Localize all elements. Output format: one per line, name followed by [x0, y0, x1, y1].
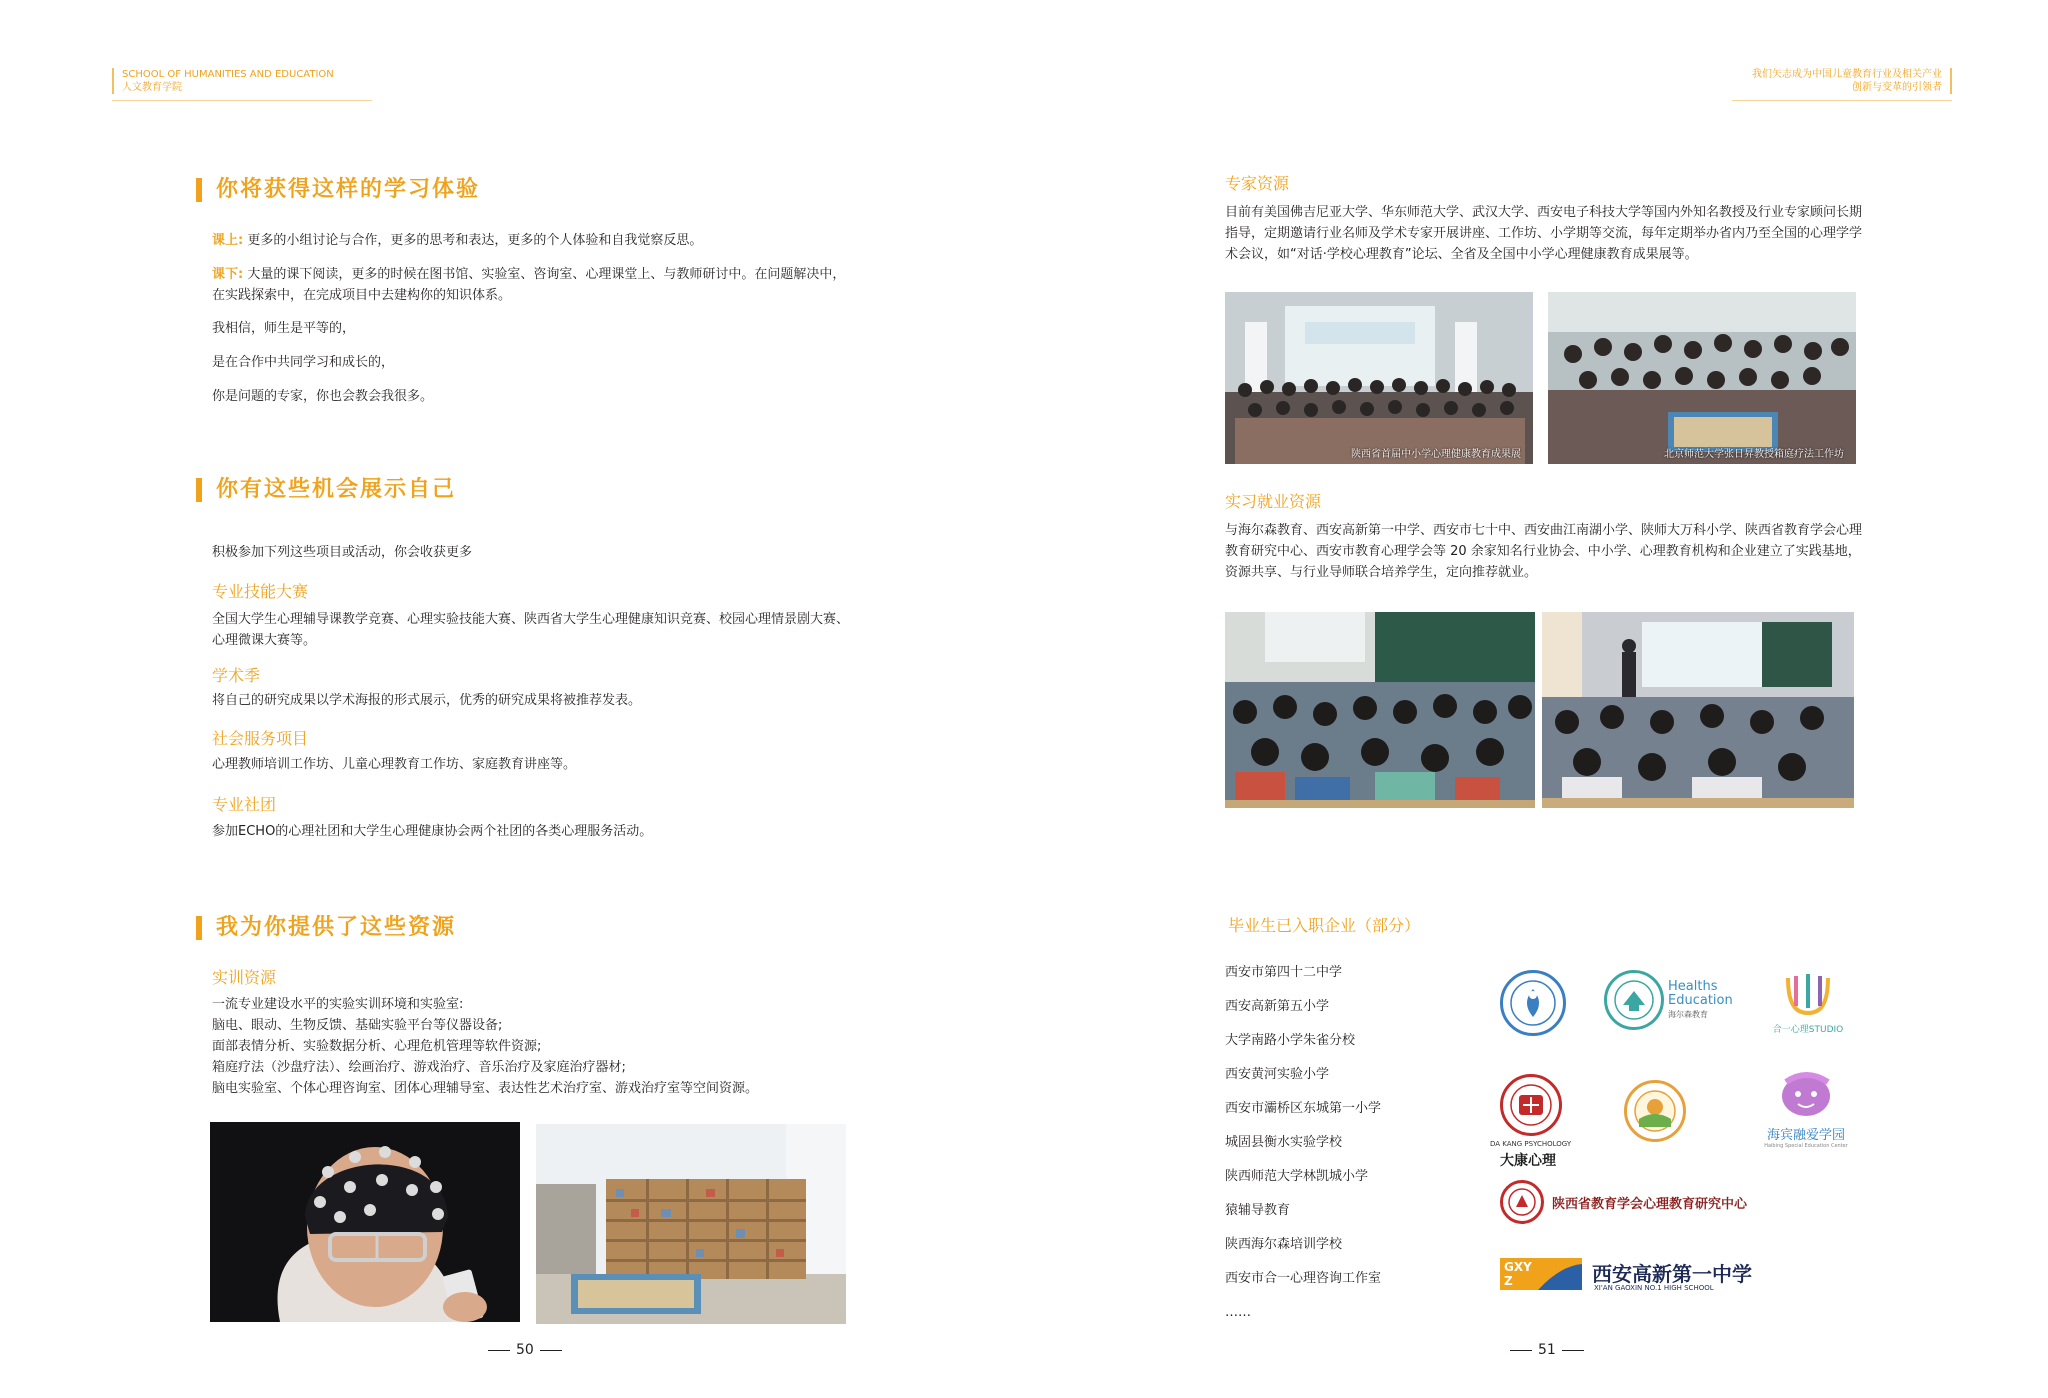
header-left [112, 68, 334, 94]
gxyz-en-text: XI'AN GAOXIN NO.1 HIGH SCHOOL [1594, 1284, 1714, 1292]
internship-resources-title: 实习就业资源 [1225, 492, 1322, 511]
in-class-label: 课上: [212, 233, 244, 248]
primary-school-seal-logo [1624, 1080, 1686, 1142]
opp-title-skills: 专业技能大赛 [212, 582, 309, 601]
haibin-logo [1756, 1068, 1856, 1148]
sun-seal-icon [1627, 1083, 1683, 1139]
eeg-photo-illustration [210, 1122, 520, 1322]
training-line: 箱庭疗法（沙盘疗法）、绘画治疗、游戏治疗、音乐治疗及家庭治疗器材; [212, 1060, 626, 1075]
seal-icon [1503, 973, 1563, 1033]
belief-line-3: 你是问题的专家，你也会教会我很多。 [212, 389, 434, 404]
shaanxi-center-text: 陕西省教育学会心理教育研究中心 [1552, 1197, 1748, 1212]
after-class-text: 大量的课下阅读，更多的时候在图书馆、实验室、咨询室、心理课堂上、与教师研讨中。在问题解决中，在实践探索中，在完成项目中去建构你的知识体系。 [212, 267, 846, 303]
exhibition-photo-illustration [1225, 292, 1533, 464]
workshop-photo-illustration [1548, 292, 1856, 464]
shaanxi-seal-icon [1503, 1183, 1541, 1221]
list-item: 陕西海尔森培训学校 [1225, 1237, 1343, 1252]
section-title-experience: 你将获得这样的学习体验 [196, 178, 480, 202]
healths-seal-icon [1607, 973, 1661, 1027]
gxyz-cn-text: 西安高新第一中学 [1592, 1262, 1752, 1286]
after-class-label: 课下: [212, 267, 244, 282]
classroom2-illustration [1542, 612, 1854, 808]
dakang-seal-icon [1503, 1077, 1559, 1133]
opp-text-clubs: 参加ECHO的心理社团和大学生心理健康协会两个社团的各类心理服务活动。 [212, 824, 653, 839]
classroom1-illustration [1225, 612, 1535, 808]
dolphin-icon [1756, 1068, 1856, 1120]
employer-list [1225, 956, 1485, 1330]
list-item: 西安市合一心理咨询工作室 [1225, 1271, 1382, 1286]
header-rule-right [1732, 100, 1952, 101]
belief-line-1: 我相信，师生是平等的， [212, 321, 356, 336]
gxyz-badge-text: GXYZ [1504, 1260, 1532, 1288]
in-class-paragraph [212, 230, 852, 251]
opportunities-intro: 积极参加下列这些项目或活动，你会收获更多 [212, 545, 473, 560]
list-item: 西安高新第五小学 [1225, 999, 1330, 1014]
eeg-cap-photo [210, 1122, 520, 1322]
opp-text-skills: 全国大学生心理辅导课教学竞赛、心理实验技能大赛、陕西省大学生心理健康知识竞赛、校园心理情景剧大赛、心理微课大赛等。 [212, 612, 850, 648]
training-resources-title: 实训资源 [212, 968, 277, 987]
list-item: 西安市灞桥区东城第一小学 [1225, 1101, 1382, 1116]
haibin-en-text: Haibing Special Education Center [1764, 1143, 1848, 1149]
list-item: 西安黄河实验小学 [1225, 1067, 1330, 1082]
haibin-text: 海宾融爱学园 [1766, 1128, 1845, 1143]
school-name-en: SCHOOL OF HUMANITIES AND EDUCATION [122, 69, 334, 80]
training-line: 一流专业建设水平的实验实训环境和实验室: [212, 997, 464, 1012]
list-item: 陕西师范大学林凯城小学 [1225, 1169, 1369, 1184]
healths-education-logo [1604, 970, 1664, 1030]
sandplay-photo-illustration [536, 1124, 846, 1324]
sandplay-room-photo [536, 1124, 846, 1324]
expert-resources-text: 目前有美国佛吉尼亚大学、华东师范大学、武汉大学、西安电子科技大学等国内外知名教授及行业专家顾问长期指导，定期邀请行业名师及学术专家开展讲座、工作坊、小学期等交流，每年定期举办省内乃至全国的心理学学术会议，如“对话·学校心理教育”论坛、全省及全国中小学心理健康教育成果展等。 [1225, 205, 1863, 262]
school-seal-logo [1500, 970, 1566, 1036]
heyi-text: 合一心理STUDIO [1772, 1025, 1844, 1035]
exhibition-photo-caption: 陕西省首届中小学心理健康教育成果展 [1351, 449, 1521, 460]
healths-text: Healths Education 海尔森教育 [1668, 979, 1733, 1019]
shaanxi-center-logo [1500, 1180, 1544, 1224]
dakang-logo [1500, 1074, 1562, 1136]
in-class-text: 更多的小组讨论与合作，更多的思考和表达，更多的个人体验和自我觉察反思。 [247, 233, 703, 248]
workshop-photo-caption: 北京师范大学张日昇教授箱庭疗法工作坊 [1664, 449, 1844, 460]
list-item: 猿辅导教育 [1225, 1203, 1291, 1218]
section-title-opportunities: 你有这些机会展示自己 [196, 478, 456, 502]
heyi-studio-logo [1768, 968, 1848, 1035]
opp-text-academic: 将自己的研究成果以学术海报的形式展示，优秀的研究成果将被推荐发表。 [212, 693, 642, 708]
opp-text-service: 心理教师培训工作坊、儿童心理教育工作坊、家庭教育讲座等。 [212, 757, 577, 772]
exhibition-group-photo [1225, 292, 1533, 464]
page-number-right: 51 [1504, 1342, 1590, 1358]
gxyz-logo-badge [1500, 1258, 1582, 1290]
employers-title: 毕业生已入职企业（部分） [1228, 916, 1421, 935]
training-line: 面部表情分析、实验数据分析、心理危机管理等软件资源; [212, 1039, 542, 1054]
dakang-cn-text: 大康心理 [1500, 1153, 1556, 1169]
list-item: 西安市第四十二中学 [1225, 965, 1343, 980]
header-right [1752, 68, 1952, 94]
list-item: 城固县衡水实验学校 [1225, 1135, 1343, 1150]
training-line: 脑电实验室、个体心理咨询室、团体心理辅导室、表达性艺术治疗室、游戏治疗室等空间资源。 [212, 1081, 759, 1096]
slogan-line1: 我们矢志成为中国儿童教育行业及相关产业 [1752, 69, 1942, 80]
opp-title-service: 社会服务项目 [212, 729, 309, 748]
list-item: 大学南路小学朱雀分校 [1225, 1033, 1356, 1048]
list-item: …… [1225, 1305, 1251, 1320]
page-number-left: 50 [482, 1342, 568, 1358]
after-class-paragraph [212, 264, 852, 306]
opp-title-clubs: 专业社团 [212, 795, 277, 814]
section-title-resources: 我为你提供了这些资源 [196, 916, 456, 940]
heyi-heart-icon [1768, 968, 1848, 1018]
expert-resources-title: 专家资源 [1225, 174, 1290, 193]
opp-title-academic: 学术季 [212, 666, 261, 685]
belief-line-2: 是在合作中共同学习和成长的， [212, 355, 395, 370]
dakang-en-text: DA KANG PSYCHOLOGY [1490, 1140, 1572, 1148]
classroom-photo-2 [1542, 612, 1854, 808]
school-name-cn: 人文教育学院 [122, 82, 182, 93]
classroom-photo-1 [1225, 612, 1535, 808]
workshop-group-photo [1548, 292, 1856, 464]
training-line: 脑电、眼动、生物反馈、基础实验平台等仪器设备; [212, 1018, 503, 1033]
internship-resources-text: 与海尔森教育、西安高新第一中学、西安市七十中、西安曲江南湖小学、陕师大万科小学、陕西省教育学会心理教育研究中心、西安市教育心理学会等 20 余家知名行业协会、中小学、心理教育机构和企业建立了实践基地，资源共享、与行业导师联合培养学生，定向推荐就业。 [1225, 523, 1863, 580]
slogan-line2: 创新与变革的引领者 [1852, 82, 1942, 93]
training-resources-list [212, 994, 872, 1099]
header-rule-left [112, 100, 372, 101]
